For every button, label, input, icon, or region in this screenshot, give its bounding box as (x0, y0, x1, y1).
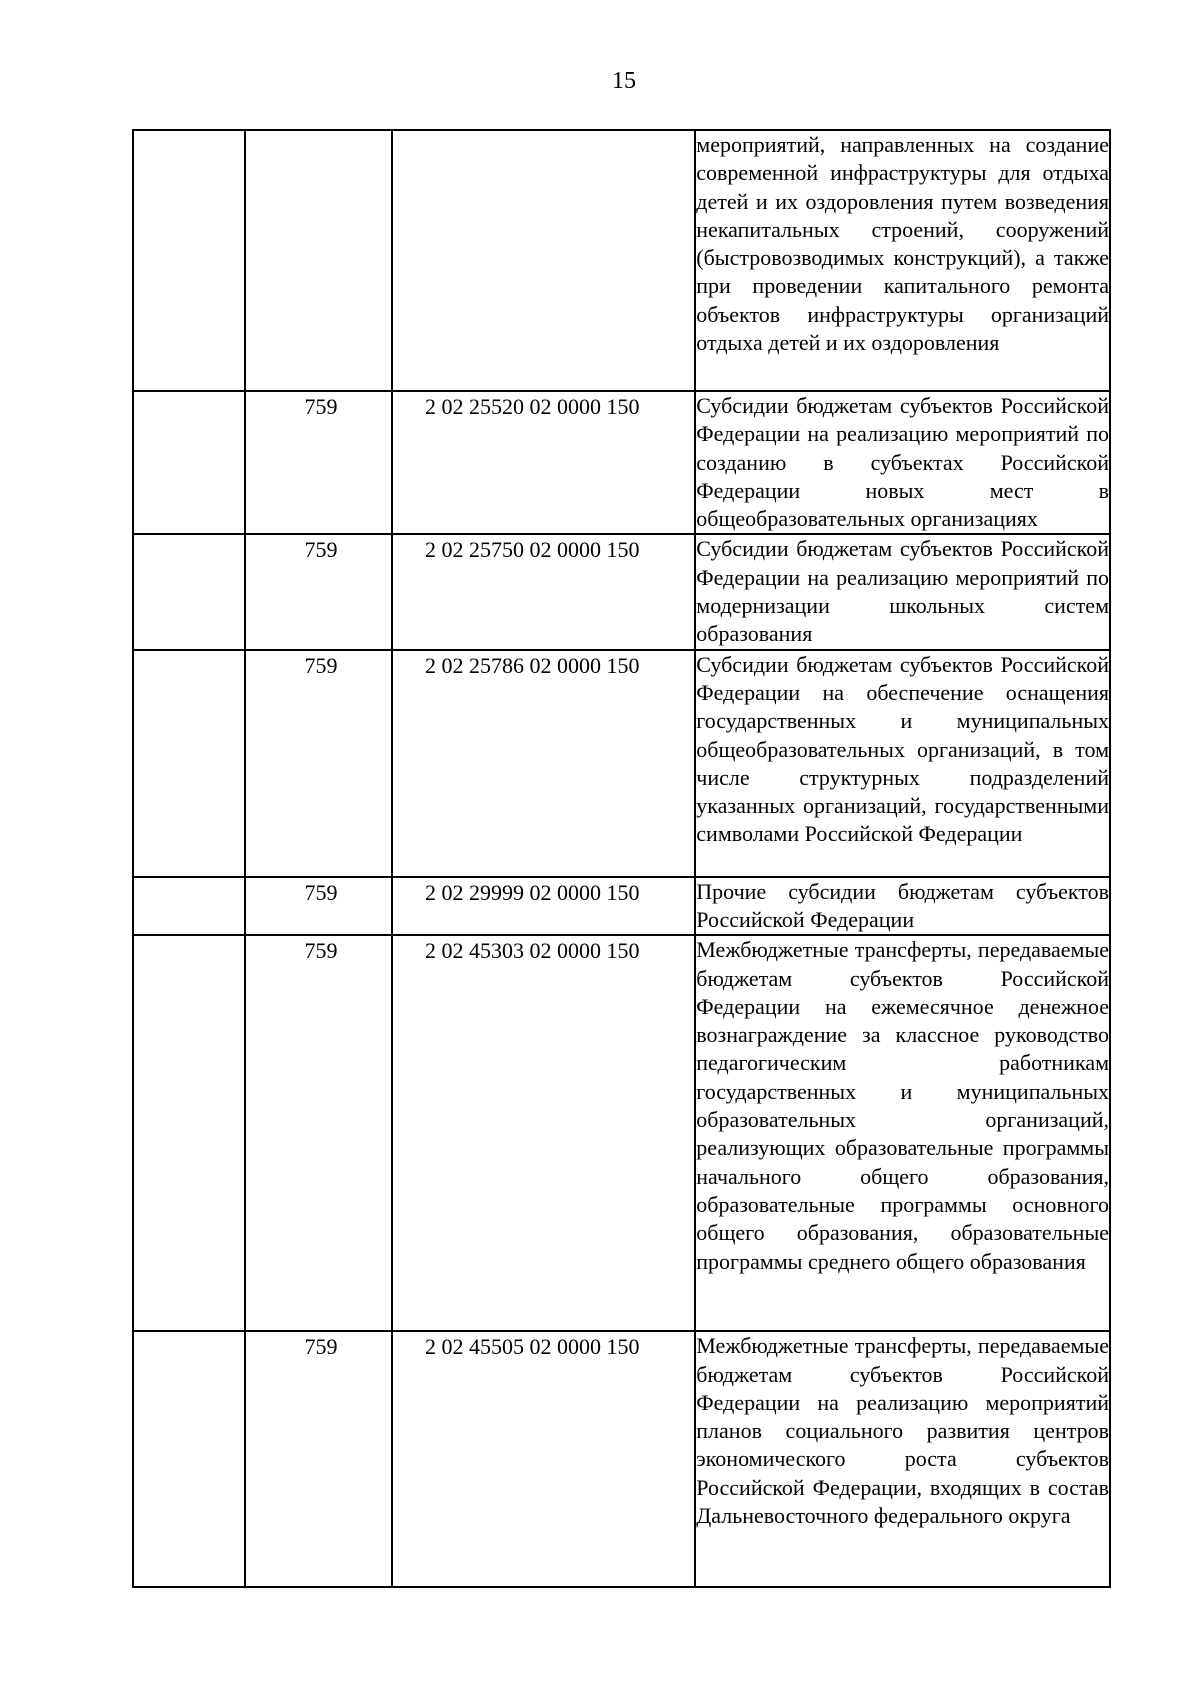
admin-code-cell: 759 (245, 1331, 392, 1587)
description-cell: Субсидии бюджетам субъектов Российской Федерации на обеспечение оснащения государственных и муниципальных общеобразовательных организаций, в том числе структурных подразделений указанных организаций, государственными символами Российской Федерации (695, 650, 1110, 877)
kbk-cell: 2 02 25750 02 0000 150 (392, 534, 695, 649)
description-cell: Прочие субсидии бюджетам субъектов Российской Федерации (695, 877, 1110, 936)
empty-cell (133, 130, 245, 391)
empty-cell (133, 877, 245, 936)
kbk-cell: 2 02 45505 02 0000 150 (392, 1331, 695, 1587)
table-row (133, 130, 1110, 391)
admin-code-cell: 759 (245, 877, 392, 936)
kbk-cell (392, 130, 695, 391)
empty-cell (133, 1331, 245, 1587)
budget-revenue-table (132, 129, 1111, 1588)
admin-code-cell: 759 (245, 650, 392, 877)
table-row (133, 877, 1110, 936)
admin-code-cell: 759 (245, 391, 392, 534)
description-cell: мероприятий, направленных на создание современной инфраструктуры для отдыха детей и их оздоровления путем возведения некапитальных строений, сооружений (быстровозводимых конструкций), а также при проведении капитального ремонта объектов инфраструктуры организаций отдыха детей и их оздоровления (695, 130, 1110, 391)
page-number: 15 (612, 68, 636, 94)
admin-code-cell (245, 130, 392, 391)
empty-cell (133, 650, 245, 877)
description-cell: Межбюджетные трансферты, передаваемые бюджетам субъектов Российской Федерации на ежемесячное денежное вознаграждение за классное руководство педагогическим работникам государственных и муниципальных образовательных организаций, реализующих образовательные программы начального общего образования, образовательные программы основного общего образования, образовательные программы среднего общего образования (695, 935, 1110, 1331)
kbk-cell: 2 02 29999 02 0000 150 (392, 877, 695, 936)
admin-code-cell: 759 (245, 935, 392, 1331)
description-cell: Субсидии бюджетам субъектов Российской Федерации на реализацию мероприятий по созданию в субъектах Российской Федерации новых мест в общеобразовательных организациях (695, 391, 1110, 534)
kbk-cell: 2 02 25520 02 0000 150 (392, 391, 695, 534)
table-row (133, 650, 1110, 877)
empty-cell (133, 391, 245, 534)
table-row (133, 935, 1110, 1331)
table-row (133, 391, 1110, 534)
description-cell: Межбюджетные трансферты, передаваемые бюджетам субъектов Российской Федерации на реализацию мероприятий планов социального развития центров экономического роста субъектов Российской Федерации, входящих в состав Дальневосточного федерального округа (695, 1331, 1110, 1587)
table-row (133, 534, 1110, 649)
empty-cell (133, 935, 245, 1331)
empty-cell (133, 534, 245, 649)
kbk-cell: 2 02 25786 02 0000 150 (392, 650, 695, 877)
admin-code-cell: 759 (245, 534, 392, 649)
table-row (133, 1331, 1110, 1587)
description-cell: Субсидии бюджетам субъектов Российской Федерации на реализацию мероприятий по модернизации школьных систем образования (695, 534, 1110, 649)
kbk-cell: 2 02 45303 02 0000 150 (392, 935, 695, 1331)
